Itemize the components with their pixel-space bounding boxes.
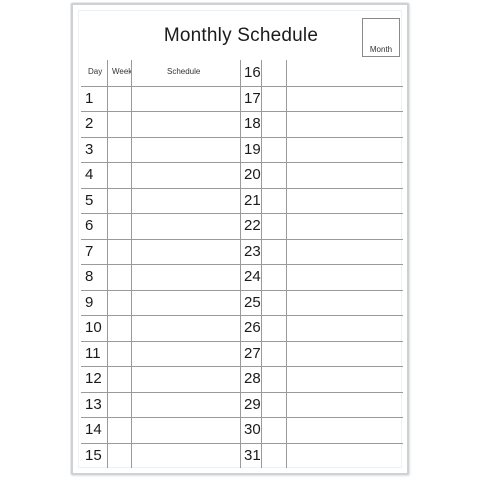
schedule-board <box>71 3 409 475</box>
day-number: 2 <box>85 115 94 132</box>
schedule-cell[interactable] <box>132 214 239 238</box>
day-number: 22 <box>244 217 261 234</box>
month-box[interactable] <box>362 18 400 57</box>
schedule-cell[interactable] <box>132 138 239 162</box>
schedule-column-header: Schedule <box>167 67 201 76</box>
schedule-cell[interactable] <box>287 316 401 340</box>
day-number: 26 <box>244 319 261 336</box>
day-number: 23 <box>244 242 261 260</box>
schedule-cell[interactable] <box>287 291 401 315</box>
day-number: 5 <box>85 191 94 209</box>
schedule-cell[interactable] <box>132 367 239 391</box>
month-label: Month <box>369 45 393 54</box>
schedule-cell[interactable] <box>287 138 401 162</box>
schedule-cell[interactable] <box>132 393 239 417</box>
schedule-cell[interactable] <box>132 189 239 213</box>
day-number: 6 <box>85 217 94 234</box>
day-number: 15 <box>85 446 102 464</box>
schedule-cell[interactable] <box>287 444 401 468</box>
column-divider <box>261 60 262 468</box>
day-number: 30 <box>244 421 261 438</box>
day-number: 24 <box>244 268 261 285</box>
schedule-cell[interactable] <box>287 163 401 187</box>
day-number: 19 <box>244 140 261 158</box>
schedule-cell[interactable] <box>287 240 401 264</box>
schedule-cell[interactable] <box>132 342 239 366</box>
schedule-cell[interactable] <box>287 265 401 289</box>
day-number: 16 <box>244 64 261 81</box>
day-number: 14 <box>85 421 102 438</box>
day-number: 28 <box>244 370 261 387</box>
day-number: 29 <box>244 395 261 413</box>
schedule-cell[interactable] <box>287 112 401 136</box>
day-number: 18 <box>244 115 261 132</box>
column-divider <box>240 60 241 468</box>
schedule-cell[interactable] <box>287 418 401 442</box>
day-number: 8 <box>85 268 94 285</box>
schedule-cell[interactable] <box>132 316 239 340</box>
day-number: 25 <box>244 293 261 311</box>
day-number: 7 <box>85 242 94 260</box>
schedule-cell[interactable] <box>287 61 401 85</box>
schedule-cell[interactable] <box>287 87 401 111</box>
schedule-cell[interactable] <box>132 444 239 468</box>
schedule-cell[interactable] <box>287 393 401 417</box>
day-number: 3 <box>85 140 94 158</box>
day-column-header: Day <box>88 67 103 76</box>
schedule-cell[interactable] <box>132 163 239 187</box>
schedule-cell[interactable] <box>287 367 401 391</box>
week-column-header: Week <box>112 67 133 76</box>
day-number: 21 <box>244 191 261 209</box>
day-number: 11 <box>85 344 101 362</box>
day-number: 20 <box>244 166 261 183</box>
schedule-grid <box>81 60 403 468</box>
day-number: 13 <box>85 395 102 413</box>
day-number: 31 <box>244 446 261 464</box>
schedule-cell[interactable] <box>132 265 239 289</box>
schedule-cell[interactable] <box>287 189 401 213</box>
column-divider <box>107 60 108 468</box>
schedule-cell[interactable] <box>132 418 239 442</box>
schedule-cell[interactable] <box>287 342 401 366</box>
schedule-cell[interactable] <box>287 214 401 238</box>
day-number: 10 <box>85 319 102 336</box>
day-number: 17 <box>244 89 261 107</box>
day-number: 4 <box>85 166 94 183</box>
day-number: 1 <box>85 89 94 107</box>
schedule-cell[interactable] <box>132 240 239 264</box>
schedule-cell[interactable] <box>132 87 239 111</box>
board-title: Monthly Schedule <box>163 25 319 46</box>
day-number: 27 <box>244 344 261 362</box>
schedule-cell[interactable] <box>132 112 239 136</box>
day-number: 12 <box>85 370 102 387</box>
schedule-cell[interactable] <box>132 291 239 315</box>
day-number: 9 <box>85 293 94 311</box>
